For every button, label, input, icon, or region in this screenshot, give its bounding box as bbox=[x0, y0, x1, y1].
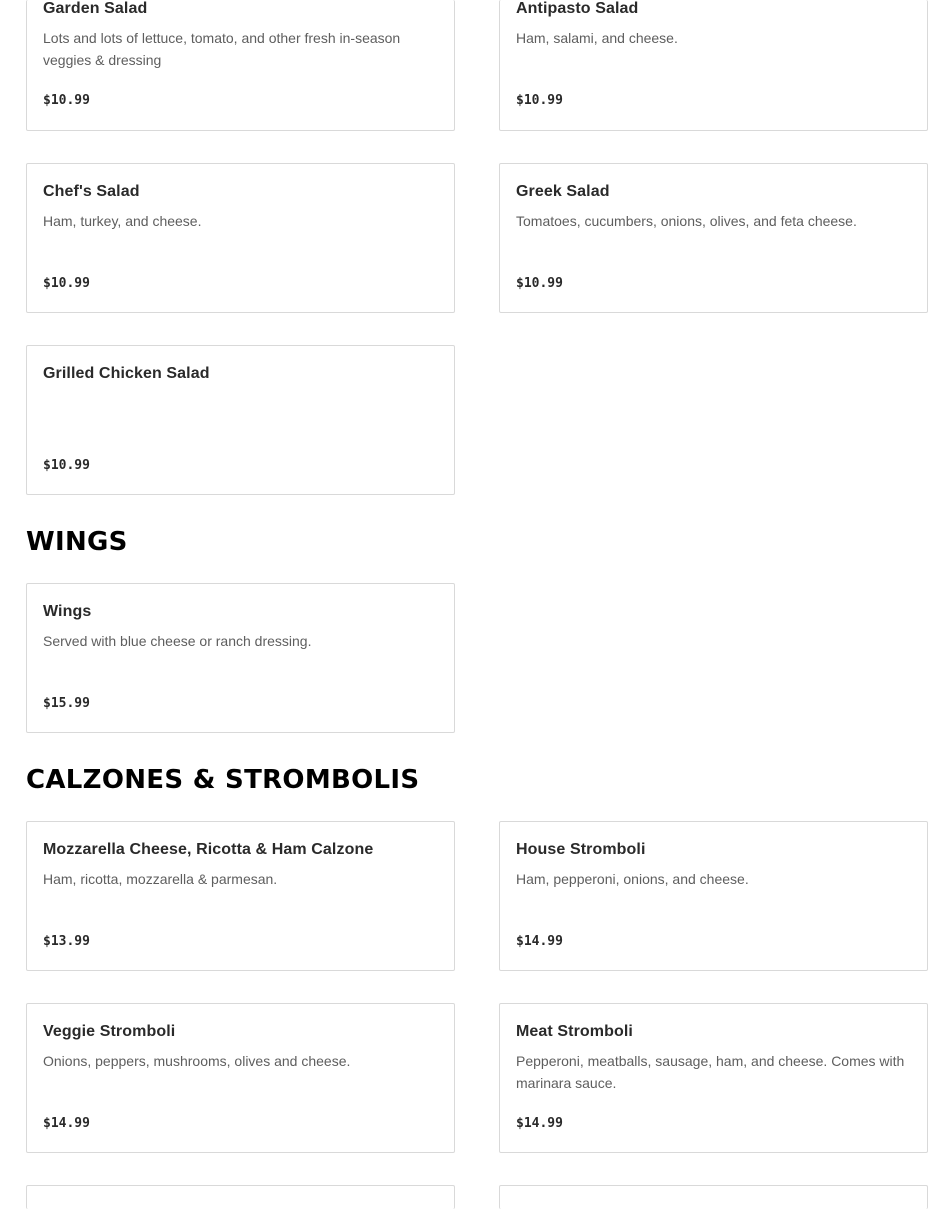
menu-item-price: $10.99 bbox=[43, 458, 90, 473]
menu-item-card-veggie-stromboli[interactable] bbox=[26, 1003, 455, 1153]
menu-item-name: Meat Stromboli bbox=[516, 1023, 633, 1040]
menu-item-description: Ham, turkey, and cheese. bbox=[43, 213, 202, 229]
menu-item-name: Mozzarella Cheese, Ricotta & Ham Calzone bbox=[43, 841, 374, 858]
menu-item-price: $13.99 bbox=[43, 934, 90, 949]
menu-item-name: Greek Salad bbox=[516, 183, 610, 200]
menu-item-description: Ham, pepperoni, onions, and cheese. bbox=[516, 871, 749, 887]
menu-item-price: $14.99 bbox=[516, 1116, 563, 1131]
menu-item-card-partial[interactable] bbox=[499, 1185, 928, 1209]
menu-item-card-grilled-chicken-salad[interactable] bbox=[26, 345, 455, 495]
menu-item-description: Pepperoni, meatballs, sausage, ham, and cheese. Comes with marinara sauce. bbox=[516, 1053, 905, 1091]
menu-item-name: Antipasto Salad bbox=[516, 0, 639, 17]
menu-item-name: Wings bbox=[43, 603, 92, 620]
menu-item-price: $14.99 bbox=[516, 934, 563, 949]
menu-item-name: Chef's Salad bbox=[43, 183, 140, 200]
menu-item-description: Onions, peppers, mushrooms, olives and cheese. bbox=[43, 1053, 351, 1069]
menu-item-card-wings[interactable] bbox=[26, 583, 455, 733]
menu-item-name: Garden Salad bbox=[43, 0, 148, 17]
menu-item-price: $10.99 bbox=[43, 276, 90, 291]
menu-item-price: $15.99 bbox=[43, 696, 90, 711]
menu-item-card-antipasto-salad[interactable] bbox=[499, 0, 928, 131]
menu-item-card-greek-salad[interactable] bbox=[499, 163, 928, 313]
menu-item-card-chefs-salad[interactable] bbox=[26, 163, 455, 313]
section-title-wings: WINGS bbox=[26, 527, 128, 557]
menu-item-price: $14.99 bbox=[43, 1116, 90, 1131]
menu-item-card-house-stromboli[interactable] bbox=[499, 821, 928, 971]
menu-item-card-garden-salad[interactable] bbox=[26, 0, 455, 131]
menu-item-card-meat-stromboli[interactable] bbox=[499, 1003, 928, 1153]
menu-item-description: Lots and lots of lettuce, tomato, and other fresh in-season veggies & dressing bbox=[43, 30, 401, 68]
menu-item-name: Grilled Chicken Salad bbox=[43, 365, 210, 382]
menu-item-description: Tomatoes, cucumbers, onions, olives, and feta cheese. bbox=[516, 213, 857, 229]
menu-item-description: Served with blue cheese or ranch dressing. bbox=[43, 633, 312, 649]
menu-item-price: $10.99 bbox=[516, 93, 563, 108]
menu-item-price: $10.99 bbox=[516, 276, 563, 291]
menu-item-card-calzone[interactable] bbox=[26, 821, 455, 971]
menu-item-price: $10.99 bbox=[43, 93, 90, 108]
menu-item-description: Ham, ricotta, mozzarella & parmesan. bbox=[43, 871, 278, 887]
menu-item-name: Veggie Stromboli bbox=[43, 1023, 176, 1040]
menu-item-description: Ham, salami, and cheese. bbox=[516, 30, 678, 46]
section-title-calzones-strombolis: CALZONES & STROMBOLIS bbox=[26, 765, 420, 795]
menu-item-name: House Stromboli bbox=[516, 841, 646, 858]
menu-item-card-partial[interactable] bbox=[26, 1185, 455, 1209]
